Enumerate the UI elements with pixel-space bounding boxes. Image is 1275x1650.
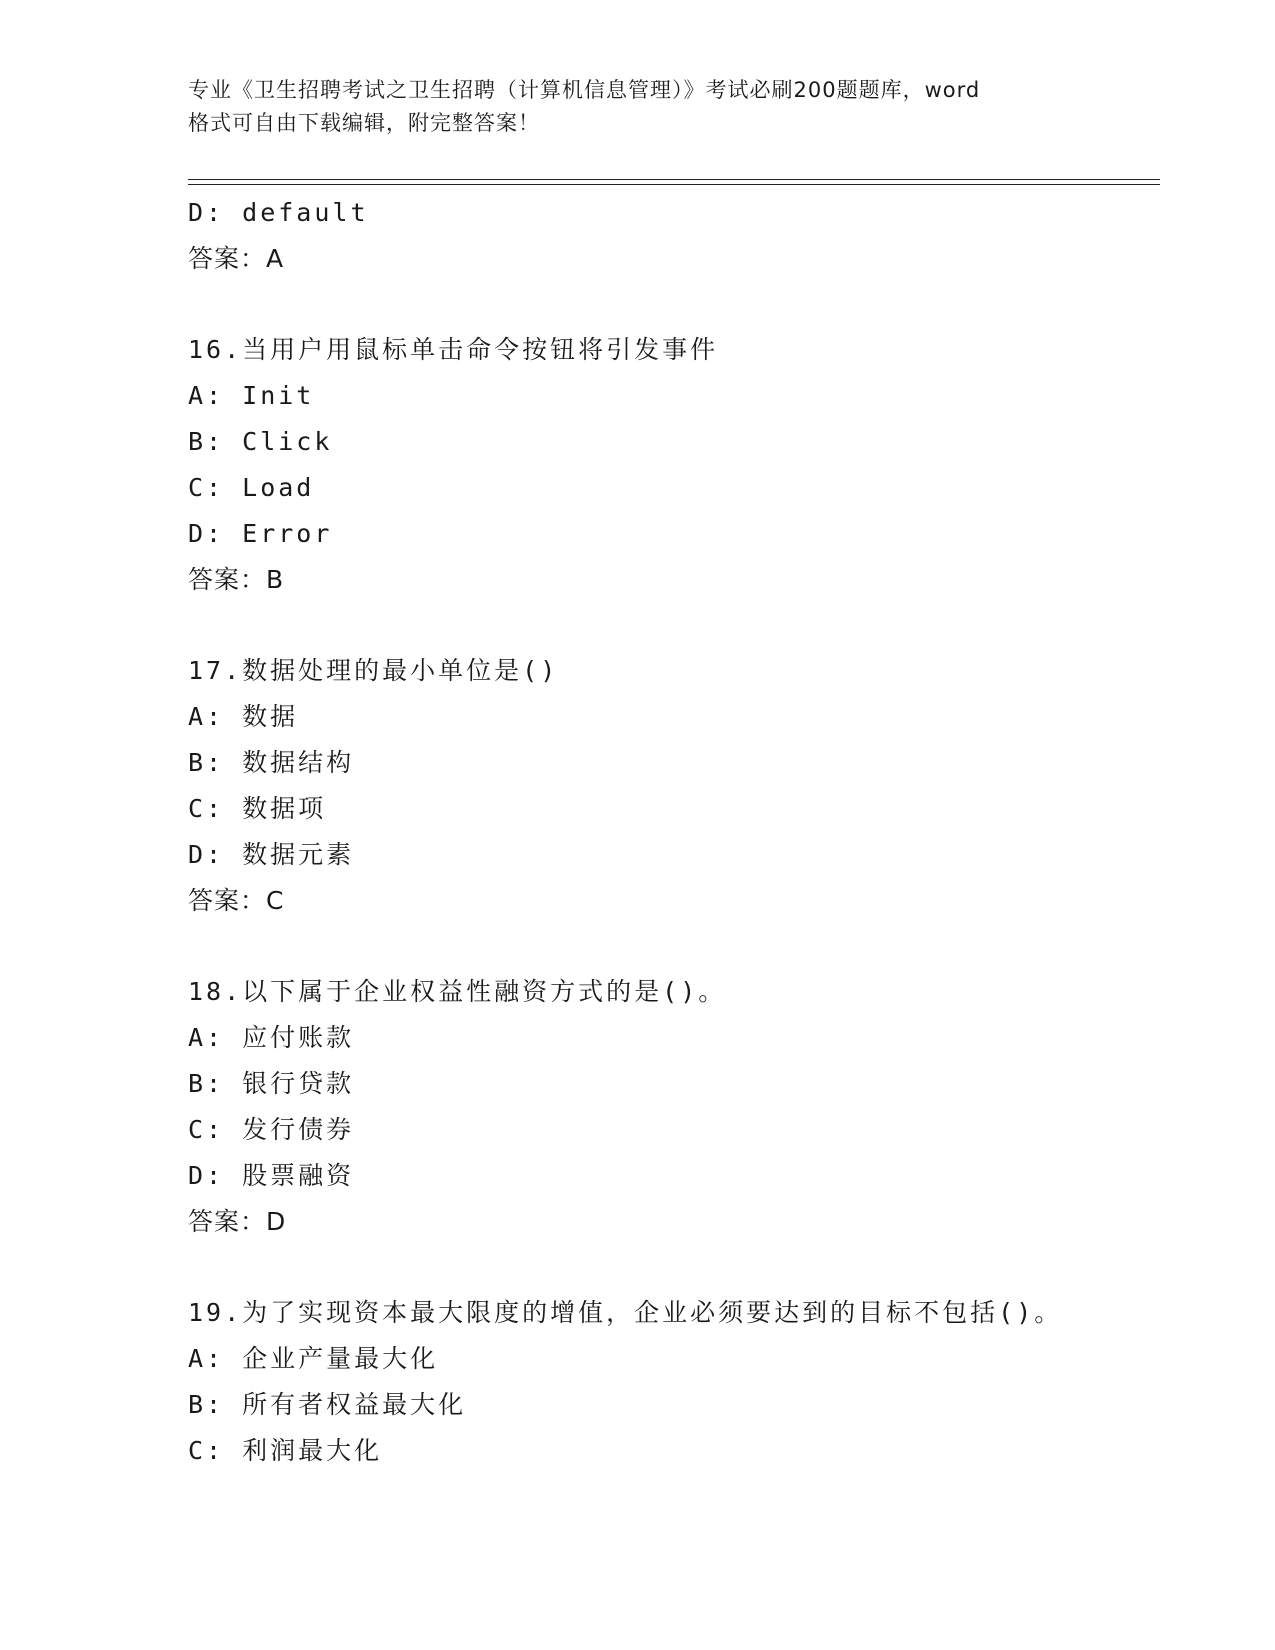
question-17-option-c: C: 数据项 <box>188 794 327 823</box>
question-16-option-d: D: Error <box>188 519 333 548</box>
spacer <box>188 1245 1168 1290</box>
answer-line: 答案：A <box>188 244 285 273</box>
question-19-option-a: A: 企业产量最大化 <box>188 1344 439 1373</box>
header-line-1: 专业《卫生招聘考试之卫生招聘（计算机信息管理）》考试必刷200题题库，word <box>188 78 981 102</box>
question-list <box>188 190 1168 1474</box>
header-divider-top <box>188 179 1160 180</box>
question-17-option-d: D: 数据元素 <box>188 840 355 869</box>
spacer <box>188 924 1168 969</box>
header-line-2: 格式可自由下载编辑，附完整答案！ <box>188 111 540 135</box>
question-18-option-c: C: 发行债券 <box>188 1115 355 1144</box>
option-d: D: default <box>188 198 369 227</box>
question-17-option-b: B: 数据结构 <box>188 748 355 777</box>
question-19-stem: 19.为了实现资本最大限度的增值，企业必须要达到的目标不包括()。 <box>188 1298 1063 1327</box>
question-18-answer: 答案：D <box>188 1207 287 1236</box>
question-17-option-a: A: 数据 <box>188 702 299 731</box>
question-17-answer: 答案：C <box>188 886 285 915</box>
question-18-option-d: D: 股票融资 <box>188 1161 355 1190</box>
question-16-option-c: C: Load <box>188 473 315 502</box>
question-19-option-c: C: 利润最大化 <box>188 1436 383 1465</box>
question-18-stem: 18.以下属于企业权益性融资方式的是()。 <box>188 977 727 1006</box>
spacer <box>188 282 1168 327</box>
question-16-answer: 答案：B <box>188 565 285 594</box>
question-16-option-b: B: Click <box>188 427 333 456</box>
header-divider-bottom <box>188 184 1160 185</box>
document-header <box>188 74 1088 140</box>
question-18-option-a: A: 应付账款 <box>188 1023 355 1052</box>
question-19-option-b: B: 所有者权益最大化 <box>188 1390 467 1419</box>
question-17-stem: 17.数据处理的最小单位是() <box>188 656 559 685</box>
spacer <box>188 603 1168 648</box>
question-16-stem: 16.当用户用鼠标单击命令按钮将引发事件 <box>188 335 719 364</box>
question-18-option-b: B: 银行贷款 <box>188 1069 355 1098</box>
question-16-option-a: A: Init <box>188 381 315 410</box>
